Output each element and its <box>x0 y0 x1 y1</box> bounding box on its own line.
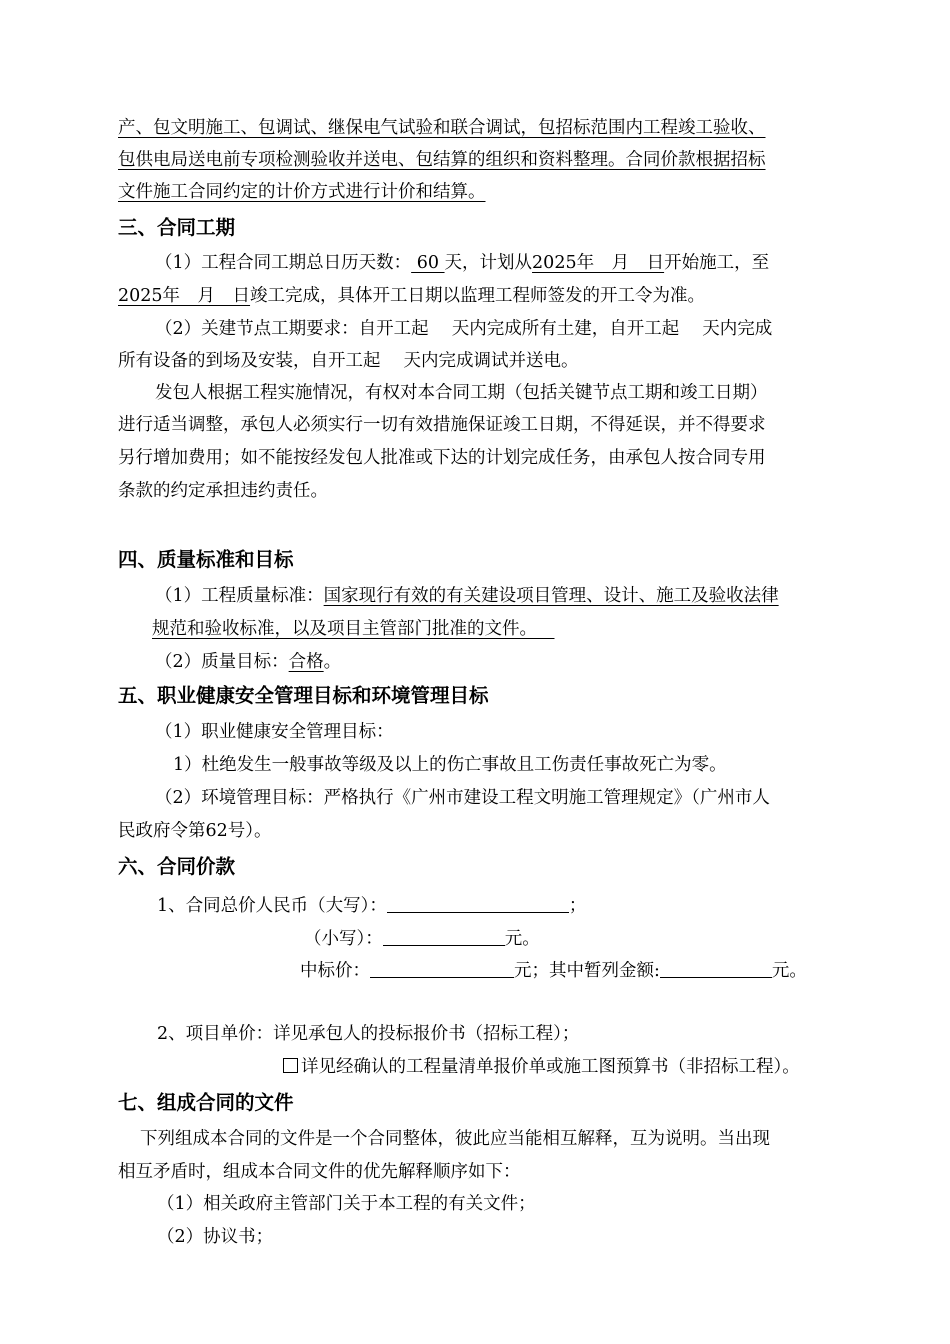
scope-line-2: 包供电局送电前专项检测验收并送电、包结算的组织和资料整理。合同价款根据招标 <box>118 150 766 170</box>
total-price-small-blank[interactable] <box>383 927 505 946</box>
unit-price-alt-text: 详见经确认的工程量清单报价单或施工图预算书（非招标工程）。 <box>301 1057 800 1077</box>
total-price-uppercase-blank[interactable] <box>387 894 569 913</box>
bid-price-blank[interactable] <box>370 959 514 978</box>
quality-target-value: 合格 <box>288 652 324 672</box>
quality-standard-label: （1）工程质量标准： <box>155 586 324 606</box>
unit-price-line: 2、项目单价：详见承包人的投标报价书（招标工程）； <box>157 1024 580 1044</box>
section-7-title: 七、组成合同的文件 <box>118 1091 294 1114</box>
scope-line-1: 产、包文明施工、包调试、继保电气试验和联合调试，包招标范围内工程竣工验收、 <box>118 118 766 138</box>
milestone-line-2: 所有设备的到场及安装，自开工起 天内完成调试并送电。 <box>118 351 579 371</box>
quality-standard-line-1 <box>155 585 779 607</box>
env-target-line-2: 民政府令第62号）。 <box>118 821 272 841</box>
total-price-small-line: （小写）： 元。 <box>304 929 540 949</box>
duration-plan-label: 天，计划从 <box>444 253 533 273</box>
section-5-title: 五、职业健康安全管理目标和环境管理目标 <box>118 684 489 707</box>
env-target-line-1: （2）环境管理目标：严格执行《广州市建设工程文明施工管理规定》（广州市人 <box>155 788 770 808</box>
quality-standard-line-2 <box>152 618 555 640</box>
documents-intro-line-2: 相互矛盾时，组成本合同文件的优先解释顺序如下： <box>118 1162 521 1182</box>
end-date: 2025年 月 日 <box>118 286 251 306</box>
completion-text: 竣工完成，具体开工日期以监理工程师签发的开工令为准。 <box>250 286 706 306</box>
bid-price-label: 中标价： <box>300 961 370 981</box>
documents-item-1: （1）相关政府主管部门关于本工程的有关文件； <box>157 1194 536 1214</box>
provisional-sum-label: 元；其中暂列金额: <box>514 961 660 981</box>
provisional-sum-blank[interactable] <box>660 959 772 978</box>
milestone-line-1: （2）关建节点工期要求：自开工起 天内完成所有土建，自开工起 天内完成 <box>155 319 773 339</box>
completion-line <box>118 285 705 307</box>
duration-label: （1）工程合同工期总日历天数： <box>155 253 412 273</box>
quality-target-line: （2）质量目标：合格。 <box>155 652 342 672</box>
documents-intro-line-1: 下列组成本合同的文件是一个合同整体，彼此应当能相互解释，互为说明。当出现 <box>140 1129 770 1149</box>
start-date: 2025年 月 日 <box>532 253 665 273</box>
adjust-line-4: 条款的约定承担违约责任。 <box>118 481 328 501</box>
section-6-title: 六、合同价款 <box>118 855 236 878</box>
ohs-target-label: （1）职业健康安全管理目标： <box>155 722 394 742</box>
adjust-line-3: 另行增加费用；如不能按经发包人批准或下达的计划完成任务，由承包人按合同专用 <box>118 448 766 468</box>
total-price-label: 1、合同总价人民币（大写）： <box>157 896 387 916</box>
quality-target-label: （2）质量目标： <box>155 652 289 672</box>
total-price-line: 1、合同总价人民币（大写）： ； <box>157 896 587 916</box>
scope-line-3: 文件施工合同约定的计价方式进行计价和结算。 <box>118 182 486 202</box>
bid-price-line: 中标价： 元；其中暂列金额: 元。 <box>300 961 807 981</box>
checkbox-icon[interactable] <box>283 1058 298 1073</box>
duration-days: 60 <box>411 253 445 273</box>
unit-price-alt-line <box>283 1056 800 1078</box>
section-3-title: 三、合同工期 <box>118 216 236 239</box>
section-4-title: 四、质量标准和目标 <box>118 548 294 571</box>
duration-line <box>155 252 769 274</box>
start-suffix: 开始施工，至 <box>664 253 770 273</box>
quality-standard-text-1: 国家现行有效的有关建设项目管理、设计、施工及验收法律 <box>323 586 779 606</box>
total-price-small-label: （小写）： <box>304 929 383 949</box>
ohs-target-item: 1）杜绝发生一般事故等级及以上的伤亡事故且工伤责任事故死亡为零。 <box>173 755 727 775</box>
adjust-line-1: 发包人根据工程实施情况，有权对本合同工期（包括关键节点工期和竣工日期） <box>155 383 768 403</box>
documents-item-2: （2）协议书； <box>157 1227 274 1247</box>
adjust-line-2: 进行适当调整，承包人必须实行一切有效措施保证竣工日期，不得延误，并不得要求 <box>118 415 766 435</box>
quality-standard-text-2: 规范和验收标准，以及项目主管部门批准的文件。 <box>152 619 537 639</box>
